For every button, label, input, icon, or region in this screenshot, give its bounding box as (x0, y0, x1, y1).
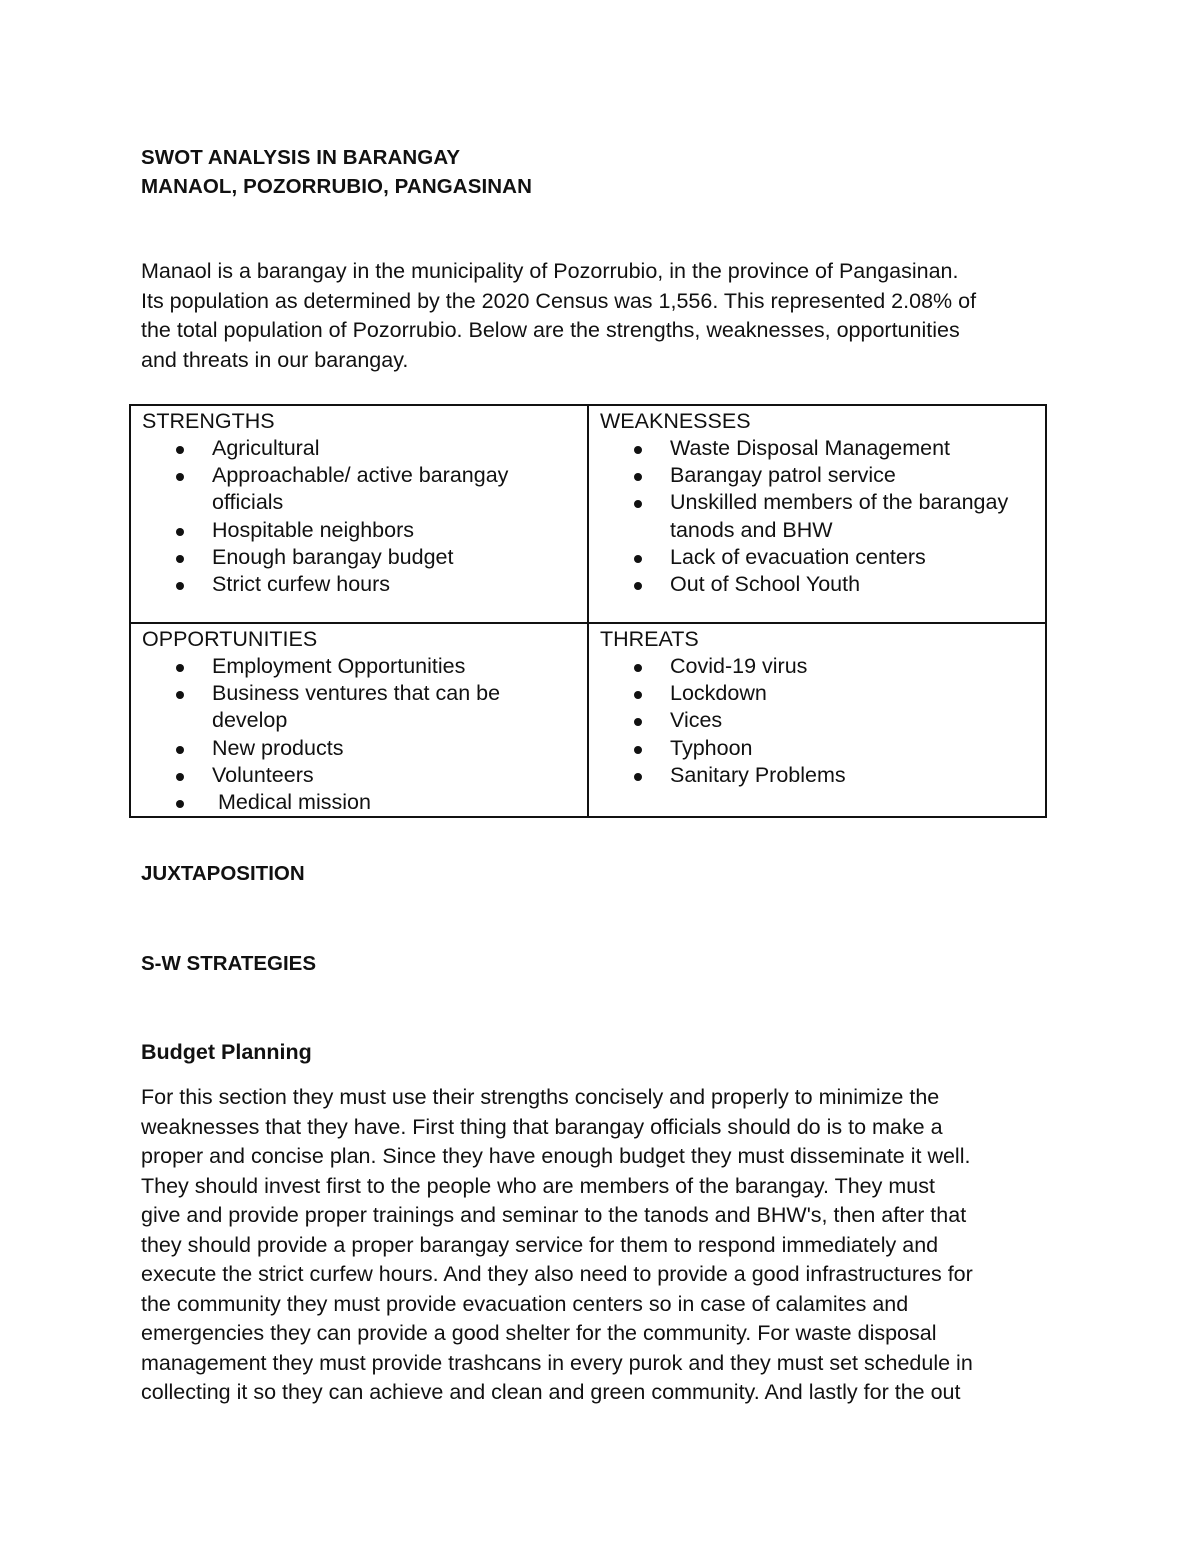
document-title (141, 143, 532, 201)
list-item (670, 489, 1035, 543)
intro-line: and threats in our barangay. (141, 348, 409, 373)
intro-line: Manaol is a barangay in the municipality of Pozorrubio, in the province of Pangasinan. (141, 259, 959, 283)
intro-line: Its population as determined by the 2020 Census was 1,556. This represented 2.08% of (141, 288, 977, 313)
paragraph-line: proper and concise plan. Since they have enough budget they must disseminate it well. (141, 1144, 971, 1168)
list-item-text: Barangay patrol service (670, 463, 896, 488)
paragraph-line: the community they must provide evacuation centers so in case of calamites and (141, 1291, 909, 1316)
strengths-list (142, 435, 577, 598)
bullet-icon (634, 473, 642, 481)
bullet-icon (176, 473, 184, 481)
bullet-icon (634, 500, 642, 508)
list-item-text: Lack of evacuation centers (670, 544, 926, 569)
weaknesses-list (600, 435, 1035, 598)
list-item (212, 462, 577, 516)
strengths-cell (130, 405, 588, 623)
bullet-icon (634, 446, 642, 454)
list-item-text: Typhoon (670, 735, 753, 760)
threats-list (600, 653, 1035, 789)
list-item (670, 435, 1035, 462)
bullet-icon (176, 446, 184, 454)
threats-cell (588, 623, 1046, 817)
swot-row-2 (130, 623, 1046, 817)
bullet-icon (176, 800, 184, 808)
intro-line: the total population of Pozorrubio. Below are the strengths, weaknesses, opportunities (141, 318, 960, 343)
list-item-text: Enough barangay budget (212, 544, 454, 569)
paragraph-line: give and provide proper trainings and seminar to the tanods and BHW's, then after that (141, 1203, 967, 1227)
strengths-title: STRENGTHS (142, 409, 275, 433)
paragraph-line: they should provide a proper barangay service for them to respond immediately and (141, 1232, 939, 1257)
list-item (212, 653, 577, 680)
list-item-text: Agricultural (212, 436, 320, 460)
list-item (212, 544, 577, 571)
list-item-text: Business ventures that can be develop (212, 681, 501, 733)
list-item-text: New products (212, 735, 344, 760)
paragraph-line: They should invest first to the people who are members of the barangay. They must (141, 1173, 935, 1198)
list-item (212, 762, 577, 789)
bullet-icon (634, 691, 642, 699)
bullet-icon (176, 691, 184, 699)
juxtaposition-heading: JUXTAPOSITION (141, 862, 305, 885)
list-item (670, 680, 1035, 707)
weaknesses-cell (588, 405, 1046, 623)
list-item (212, 517, 577, 544)
list-item (212, 571, 577, 598)
bullet-icon (176, 582, 184, 590)
list-item (670, 571, 1035, 598)
list-item-text: Vices (670, 708, 723, 733)
title-line-1: SWOT ANALYSIS IN BARANGAY (141, 146, 461, 169)
sw-strategies-heading: S-W STRATEGIES (141, 952, 317, 975)
list-item (670, 762, 1035, 789)
list-item-text: Employment Opportunities (212, 654, 466, 678)
swot-table (129, 404, 1047, 818)
swot-row-1 (130, 405, 1046, 623)
list-item-text: Medical mission (212, 790, 371, 815)
list-item-text: Approachable/ active barangay officials (212, 463, 509, 515)
budget-planning-paragraph (141, 1083, 1081, 1408)
paragraph-line: For this section they must use their strengths concisely and properly to minimize the (141, 1085, 940, 1109)
paragraph-line: weaknesses that they have. First thing that barangay officials should do is to make a (141, 1114, 943, 1139)
list-item (212, 680, 577, 734)
list-item (670, 735, 1035, 762)
threats-title: THREATS (600, 627, 699, 651)
list-item-text: Waste Disposal Management (670, 436, 951, 460)
budget-planning-heading: Budget Planning (141, 1040, 312, 1064)
opportunities-list (142, 653, 577, 816)
bullet-icon (176, 773, 184, 781)
list-item (212, 435, 577, 462)
intro-paragraph (141, 257, 1071, 376)
list-item (670, 653, 1035, 680)
list-item-text: Volunteers (212, 762, 314, 787)
list-item-text: Strict curfew hours (212, 572, 391, 597)
opportunities-title: OPPORTUNITIES (142, 627, 318, 651)
paragraph-line: management they must provide trashcans in every purok and they must set schedule in (141, 1350, 973, 1375)
list-item-text: Unskilled members of the barangay tanods and BHW (670, 490, 1009, 542)
bullet-icon (634, 555, 642, 563)
list-item-text: Lockdown (670, 681, 767, 706)
bullet-icon (176, 746, 184, 754)
weaknesses-title: WEAKNESSES (600, 409, 751, 433)
list-item-text: Out of School Youth (670, 572, 861, 597)
paragraph-line: collecting it so they can achieve and clean and green community. And lastly for the out (141, 1380, 961, 1404)
bullet-icon (634, 773, 642, 781)
bullet-icon (634, 664, 642, 672)
bullet-icon (176, 528, 184, 536)
bullet-icon (176, 664, 184, 672)
title-line-2: MANAOL, POZORRUBIO, PANGASINAN (141, 175, 532, 198)
list-item (670, 462, 1035, 489)
list-item (670, 707, 1035, 734)
opportunities-cell (130, 623, 588, 817)
list-item-text: Sanitary Problems (670, 762, 846, 787)
list-item (212, 735, 577, 762)
bullet-icon (176, 555, 184, 563)
bullet-icon (634, 746, 642, 754)
paragraph-line: emergencies they can provide a good shelter for the community. For waste disposal (141, 1321, 937, 1345)
list-item-text: Hospitable neighbors (212, 517, 414, 542)
list-item (670, 544, 1035, 571)
list-item (212, 789, 577, 816)
bullet-icon (634, 582, 642, 590)
list-item-text: Covid-19 virus (670, 654, 808, 678)
bullet-icon (634, 718, 642, 726)
paragraph-line: execute the strict curfew hours. And they also need to provide a good infrastructures for (141, 1262, 973, 1286)
